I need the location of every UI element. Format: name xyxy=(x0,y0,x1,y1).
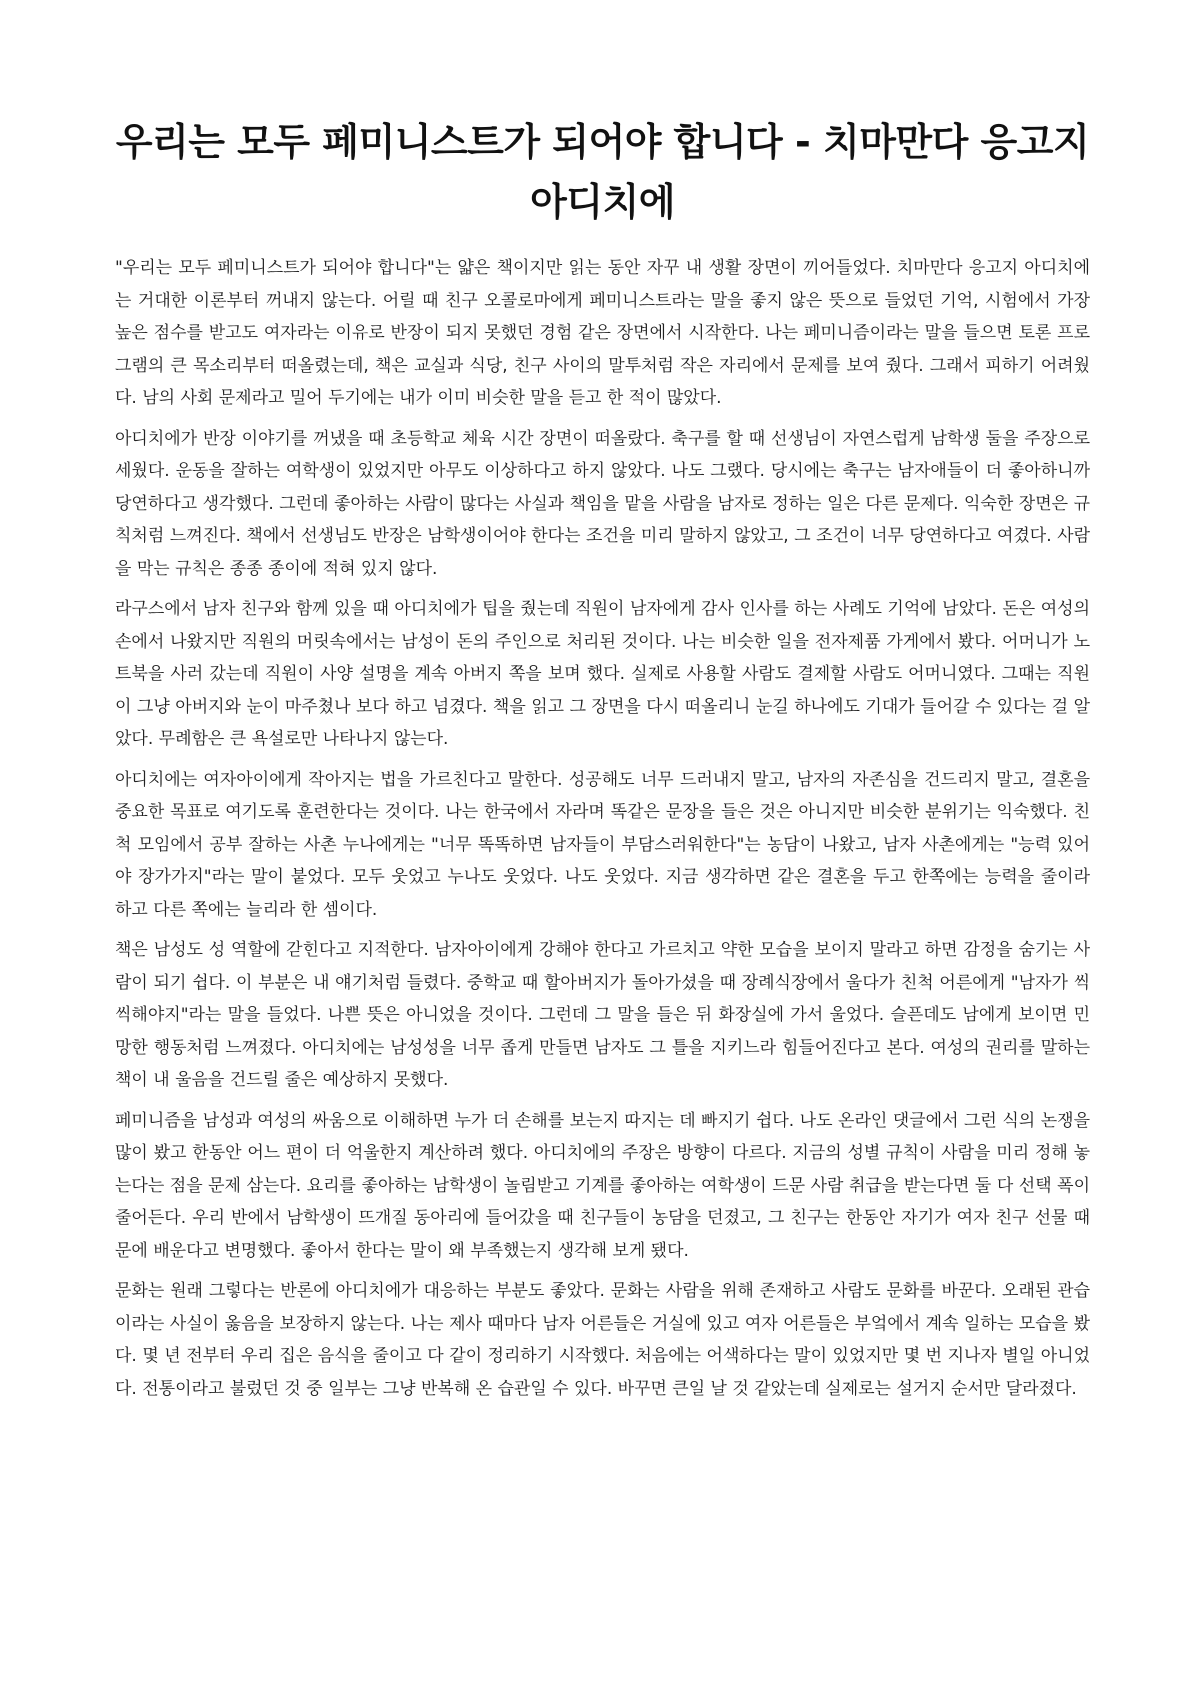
body-paragraph-7: 문화는 원래 그렇다는 반론에 아디치에가 대응하는 부분도 좋았다. 문화는 사람을 위해 존재하고 사람도 문화를 바꾼다. 오래된 관습이라는 사실이 옳음을 보장하지 않는다. 나는 제사 때마다 남자 어른들은 거실에 있고 여자 어른들은 부엌에서 계속 일하는 모습을 봤다. 몇 년 전부터 우리 집은 음식을 줄이고 다 같이 정리하기 시작했다. 처음에는 어색하다는 말이 있었지만 몇 번 지나자 별일 아니었다. 전통이라고 불렀던 것 중 일부는 그냥 반복해 온 습관일 수 있다. 바꾸면 큰일 날 것 같았는데 실제로는 설거지 순서만 달라졌다. xyxy=(115,1281,1090,1399)
body-paragraph-1: "우리는 모두 페미니스트가 되어야 합니다"는 얇은 책이지만 읽는 동안 자꾸 내 생활 장면이 끼어들었다. 치마만다 응고지 아디치에는 거대한 이론부터 꺼내지 않는다. 어릴 때 친구 오콜로마에게 페미니스트라는 말을 좋지 않은 뜻으로 들었던 기억, 시험에서 가장 높은 점수를 받고도 여자라는 이유로 반장이 되지 못했던 경험 같은 장면에서 시작한다. 나는 페미니즘이라는 말을 들으면 토론 프로그램의 큰 목소리부터 떠올렸는데, 책은 교실과 식당, 친구 사이의 말투처럼 작은 자리에서 문제를 보여 줬다. 그래서 피하기 어려웠다. 남의 사회 문제라고 밀어 두기에는 내가 이미 비슷한 말을 듣고 한 적이 많았다. xyxy=(115,258,1090,408)
body-paragraph-3: 라구스에서 남자 친구와 함께 있을 때 아디치에가 팁을 줬는데 직원이 남자에게 감사 인사를 하는 사례도 기억에 남았다. 돈은 여성의 손에서 나왔지만 직원의 머릿속에서는 남성이 돈의 주인으로 처리된 것이다. 나는 비슷한 일을 전자제품 가게에서 봤다. 어머니가 노트북을 사러 갔는데 직원이 사양 설명을 계속 아버지 쪽을 보며 했다. 실제로 사용할 사람도 결제할 사람도 어머니였다. 그때는 직원이 그냥 아버지와 눈이 마주쳤나 보다 하고 넘겼다. 책을 읽고 그 장면을 다시 떠올리니 눈길 하나에도 기대가 들어갈 수 있다는 걸 알았다. 무례함은 큰 욕설로만 나타나지 않는다. xyxy=(115,599,1090,749)
body-paragraph-6: 페미니즘을 남성과 여성의 싸움으로 이해하면 누가 더 손해를 보는지 따지는 데 빠지기 쉽다. 나도 온라인 댓글에서 그런 식의 논쟁을 많이 봤고 한동안 어느 편이 더 억울한지 계산하려 했다. 아디치에의 주장은 방향이 다르다. 지금의 성별 규칙이 사람을 미리 정해 놓는다는 점을 문제 삼는다. 요리를 좋아하는 남학생이 놀림받고 기계를 좋아하는 여학생이 드문 사람 취급을 받는다면 둘 다 선택 폭이 줄어든다. 우리 반에서 남학생이 뜨개질 동아리에 들어갔을 때 친구들이 농담을 던졌고, 그 친구는 한동안 자기가 여자 친구 선물 때문에 배운다고 변명했다. 좋아서 한다는 말이 왜 부족했는지 생각해 보게 됐다. xyxy=(115,1110,1090,1261)
body-paragraph-5: 책은 남성도 성 역할에 갇힌다고 지적한다. 남자아이에게 강해야 한다고 가르치고 약한 모습을 보이지 말라고 하면 감정을 숨기는 사람이 되기 쉽다. 이 부분은 내 얘기처럼 들렸다. 중학교 때 할아버지가 돌아가셨을 때 장례식장에서 울다가 친척 어른에게 "남자가 씩씩해야지"라는 말을 들었다. 나쁜 뜻은 아니었을 것이다. 그런데 그 말을 들은 뒤 화장실에 가서 울었다. 슬픈데도 남에게 보이면 민망한 행동처럼 느껴졌다. 아디치에는 남성성을 너무 좁게 만들면 남자도 그 틀을 지키느라 힘들어진다고 본다. 여성의 권리를 말하는 책이 내 울음을 건드릴 줄은 예상하지 못했다. xyxy=(115,940,1090,1090)
body-paragraph-2: 아디치에가 반장 이야기를 꺼냈을 때 초등학교 체육 시간 장면이 떠올랐다. 축구를 할 때 선생님이 자연스럽게 남학생 둘을 주장으로 세웠다. 운동을 잘하는 여학생이 있었지만 아무도 이상하다고 하지 않았다. 나도 그랬다. 당시에는 축구는 남자애들이 더 좋아하니까 당연하다고 생각했다. 그런데 좋아하는 사람이 많다는 사실과 책임을 맡을 사람을 남자로 정하는 일은 다른 문제다. 익숙한 장면은 규칙처럼 느껴진다. 책에서 선생님도 반장은 남학생이어야 한다는 조건을 미리 말하지 않았고, 그 조건이 너무 당연하다고 여겼다. 사람을 막는 규칙은 종종 종이에 적혀 있지 않다. xyxy=(115,428,1090,579)
body-paragraph-4: 아디치에는 여자아이에게 작아지는 법을 가르친다고 말한다. 성공해도 너무 드러내지 말고, 남자의 자존심을 건드리지 말고, 결혼을 중요한 목표로 여기도록 훈련한다는 것이다. 나는 한국에서 자라며 똑같은 문장을 들은 것은 아니지만 비슷한 분위기는 익숙했다. 친척 모임에서 공부 잘하는 사촌 누나에게는 "너무 똑똑하면 남자들이 부담스러워한다"는 농담이 나왔고, 남자 사촌에게는 "능력 있어야 장가가지"라는 말이 붙었다. 모두 웃었고 누나도 웃었다. 나도 웃었다. 지금 생각하면 같은 결혼을 두고 한쪽에는 능력을 줄이라 하고 다른 쪽에는 늘리라 한 셈이다. xyxy=(115,769,1090,920)
document-title: 우리는 모두 페미니스트가 되어야 합니다 - 치마만다 응고지 아디치에 xyxy=(115,120,1090,224)
